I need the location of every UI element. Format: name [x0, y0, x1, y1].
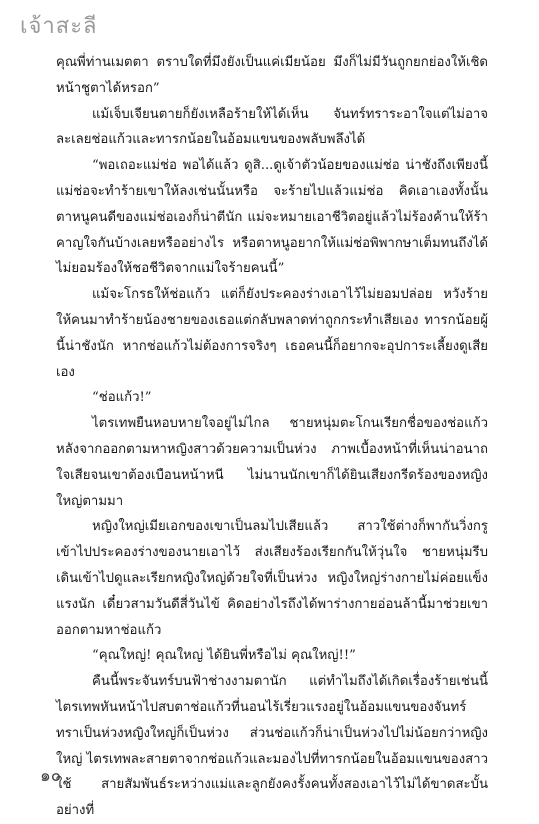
paragraph-9: คืนนี้พระจันทร์บนฟ้าช่างงามตานัก แต่ทำไมถึงได้เกิดเรื่องร้ายเช่นนี้ ไตรเทพหันหน้าไปสบตาช่อแก้วที่นอนไร้เรี่ยวแรงอยู่ในอ้อมแขนของจันทร์ทราเป็นห่วงหญิงใหญ่ก็เป็นห่วง ส่วนช่อแก้วก็น่าเป็นห่วงไปไม่น้อยกว่าหญิงใหญ่ ไตรเทพละสายตาจากช่อแก้วและมองไปที่ทารกน้อยในอ้อมแขนของสาวใช้ สายสัมพันธ์ระหว่างแม่และลูกยังคงรั้งคนทั้งสองเอาไว้ไม่ได้ขาดสะบั้นอย่างที่ [56, 674, 488, 819]
paragraph-4: แม้จะโกรธให้ช่อแก้ว แต่ก็ยังประคองร่างเอาไว้ไม่ยอมปล่อย หวังร้ายให้คนมาทำร้ายน้องชายของเธอแต่กลับพลาดท่าถูกกระทำเสียเอง ทารกน้อยผู้นี้น่าชังนัก หากช่อแก้วไม่ต้องการจริงๆ เธอคนนี้ก็อยากจะอุปการะเลี้ยงดูเสียเอง [56, 287, 488, 380]
paragraph-5: “ช่อแก้ว!” [92, 390, 152, 406]
paragraph-3: “พอเถอะแม่ช่อ พอได้แล้ว ดูสิ...ดูเจ้าตัวน้อยของแม่ช่อ น่าชังถึงเพียงนี้ แม่ช่อจะทำร้ายเขาให้ลงเช่นนั้นหรือ จะร้ายไปแล้วแม่ช่อ คิดเอาเองทั้งนั้น ตาหนูคนดีของแม่ช่อเองก็น่าตีนัก แม่จะหมายเอาชีวิตอยู่แล้วไม่ร้องค้านให้ร้าคาญใจกันบ้างเลยหรืออย่างไร หรือตาหนูอยากให้แม่ช่อพิพากษาเต็มทนถึงได้ไม่ยอมร้องให้ชอชีวิตจากแม่ใจร้ายคนนี้” [56, 158, 488, 277]
paragraph-1: คุณพี่ท่านเมตตา ตราบใดที่มึงยังเป็นแค่เมียน้อย มึงก็ไม่มีวันถูกยกย่องให้เชิดหน้าชูตาได้หรอก” [56, 55, 488, 96]
paragraph-2: แม้เจ็บเจียนตายก็ยังเหลือร้ายให้ได้เห็น จันทร์ทราระอาใจแต่ไม่อาจละเลยช่อแก้วและทารกน้อยในอ้อมแขนของพลับพลึงได้ [56, 106, 488, 148]
paragraph-7: หญิงใหญ่เมียเอกของเขาเป็นลมไปเสียแล้ว สาวใช้ต่างก็พากันวิ่งกรูเข้าไปประคองร่างของนายเอาไว้ ส่งเสียงร้องเรียกกันให้วุ่นใจ ชายหนุ่มรีบเดินเข้าไปดูและเรียกหญิงใหญ่ด้วยใจที่เป็นห่วง หญิงใหญ่ร่างกายไม่ค่อยแข็งแรงนัก เดี๋ยวสามวันดีสี่วันไข้ คิดอย่างไรถึงได้พาร่างกายอ่อนล้านี้มาช่วยเขาออกตามหาช่อแก้ว [56, 519, 488, 638]
running-header: เจ้าสะลี [20, 14, 98, 39]
paragraph-6: ไตรเทพยืนหอบหายใจอยู่ไม่ไกล ชายหนุ่มตะโกนเรียกชื่อของช่อแก้วหลังจากออกตามหาหญิงสาวด้วยความเป็นห่วง ภาพเบื้องหน้าที่เห็นน่าอนาถใจเสียจนเขาต้องเบือนหน้าหนี ไม่นานนักเขาก็ได้ยินเสียงกรีดร้องของหญิงใหญ่ตามมา [56, 416, 488, 509]
paragraph-8: “คุณใหญ่! คุณใหญ่ ได้ยินพี่หรือไม่ คุณใหญ่!!” [92, 648, 356, 664]
page-number: ๑๐ [40, 766, 62, 786]
body-text [56, 50, 488, 824]
